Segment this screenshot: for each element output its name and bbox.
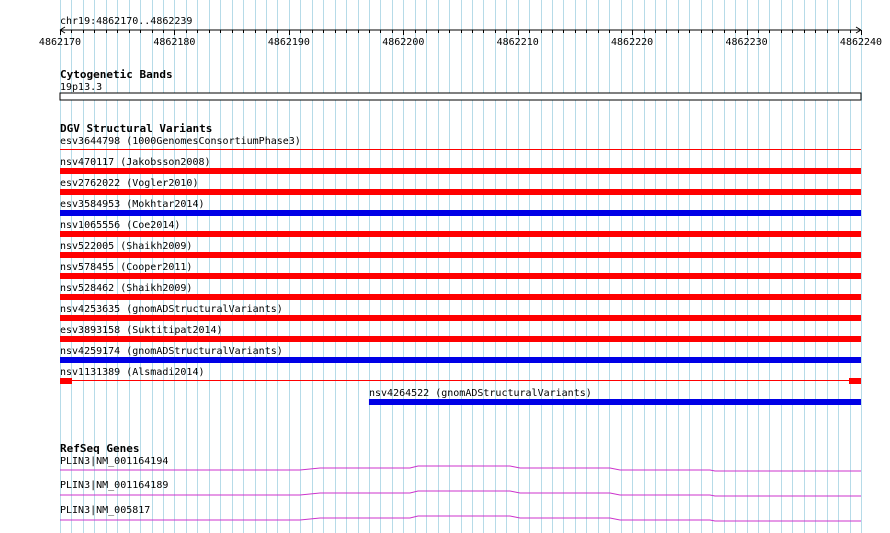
variant-bar[interactable] <box>60 380 861 381</box>
variant-label: esv3893158 (Suktitipat2014) <box>60 325 223 336</box>
variant-bar[interactable] <box>60 294 861 300</box>
variant-label: nsv528462 (Shaikh2009) <box>60 283 193 294</box>
ruler-label: 4862170 <box>38 37 82 48</box>
variant-label: esv3584953 (Mokhtar2014) <box>60 199 205 210</box>
ruler-label: 4862240 <box>839 37 883 48</box>
dgv-track <box>60 122 861 405</box>
refseq-track <box>60 442 861 521</box>
dgv-track-title: DGV Structural Variants <box>60 122 213 135</box>
ruler-label: 4862180 <box>153 37 196 48</box>
variant-label: nsv4253635 (gnomADStructuralVariants) <box>60 304 283 315</box>
variant-bar[interactable] <box>60 231 861 237</box>
variant-bar[interactable] <box>60 149 861 150</box>
variant-label: esv3644798 (1000GenomesConsortiumPhase3) <box>60 136 301 147</box>
gene-label: PLIN3|NM_001164189 <box>60 480 169 491</box>
ruler-label: 4862200 <box>382 37 425 48</box>
variant-label: nsv1131389 (Alsmadi2014) <box>60 367 205 378</box>
variant-label: nsv470117 (Jakobsson2008) <box>60 157 211 168</box>
gene-label: PLIN3|NM_005817 <box>60 505 151 516</box>
variant-bar[interactable] <box>60 357 861 363</box>
variant-label: nsv1065556 (Coe2014) <box>60 220 181 231</box>
ruler-label: 4862230 <box>725 37 768 48</box>
variant-bar[interactable] <box>60 336 861 342</box>
gene-model[interactable] <box>60 466 861 471</box>
variant-bar[interactable] <box>60 252 861 258</box>
variant-bar[interactable] <box>849 378 861 384</box>
cytoband-ideogram[interactable] <box>60 93 861 100</box>
position-ruler <box>39 16 882 48</box>
variant-bar[interactable] <box>60 168 861 174</box>
cytoband-track-title: Cytogenetic Bands <box>60 68 173 81</box>
variant-bar[interactable] <box>369 399 861 405</box>
variant-bar[interactable] <box>60 189 861 195</box>
refseq-track-title: RefSeq Genes <box>60 442 140 455</box>
cytoband-track <box>60 68 861 100</box>
variant-label: nsv4259174 (gnomADStructuralVariants) <box>60 346 283 357</box>
variant-bar[interactable] <box>60 273 861 279</box>
variant-label: nsv522005 (Shaikh2009) <box>60 241 193 252</box>
region-label: chr19:4862170..4862239 <box>60 16 193 27</box>
variant-label: nsv578455 (Cooper2011) <box>60 262 193 273</box>
gene-label: PLIN3|NM_001164194 <box>60 456 169 467</box>
cytoband-label: 19p13.3 <box>60 82 103 93</box>
ruler-label: 4862190 <box>267 37 310 48</box>
gene-model[interactable] <box>60 516 861 521</box>
variant-label: nsv4264522 (gnomADStructuralVariants) <box>369 388 592 399</box>
variant-label: esv2762022 (Vogler2010) <box>60 178 199 189</box>
gene-model[interactable] <box>60 491 861 496</box>
variant-bar[interactable] <box>60 315 861 321</box>
ruler-label: 4862220 <box>611 37 654 48</box>
variant-bar[interactable] <box>60 210 861 216</box>
ruler-label: 4862210 <box>496 37 539 48</box>
variant-bar[interactable] <box>60 378 72 384</box>
